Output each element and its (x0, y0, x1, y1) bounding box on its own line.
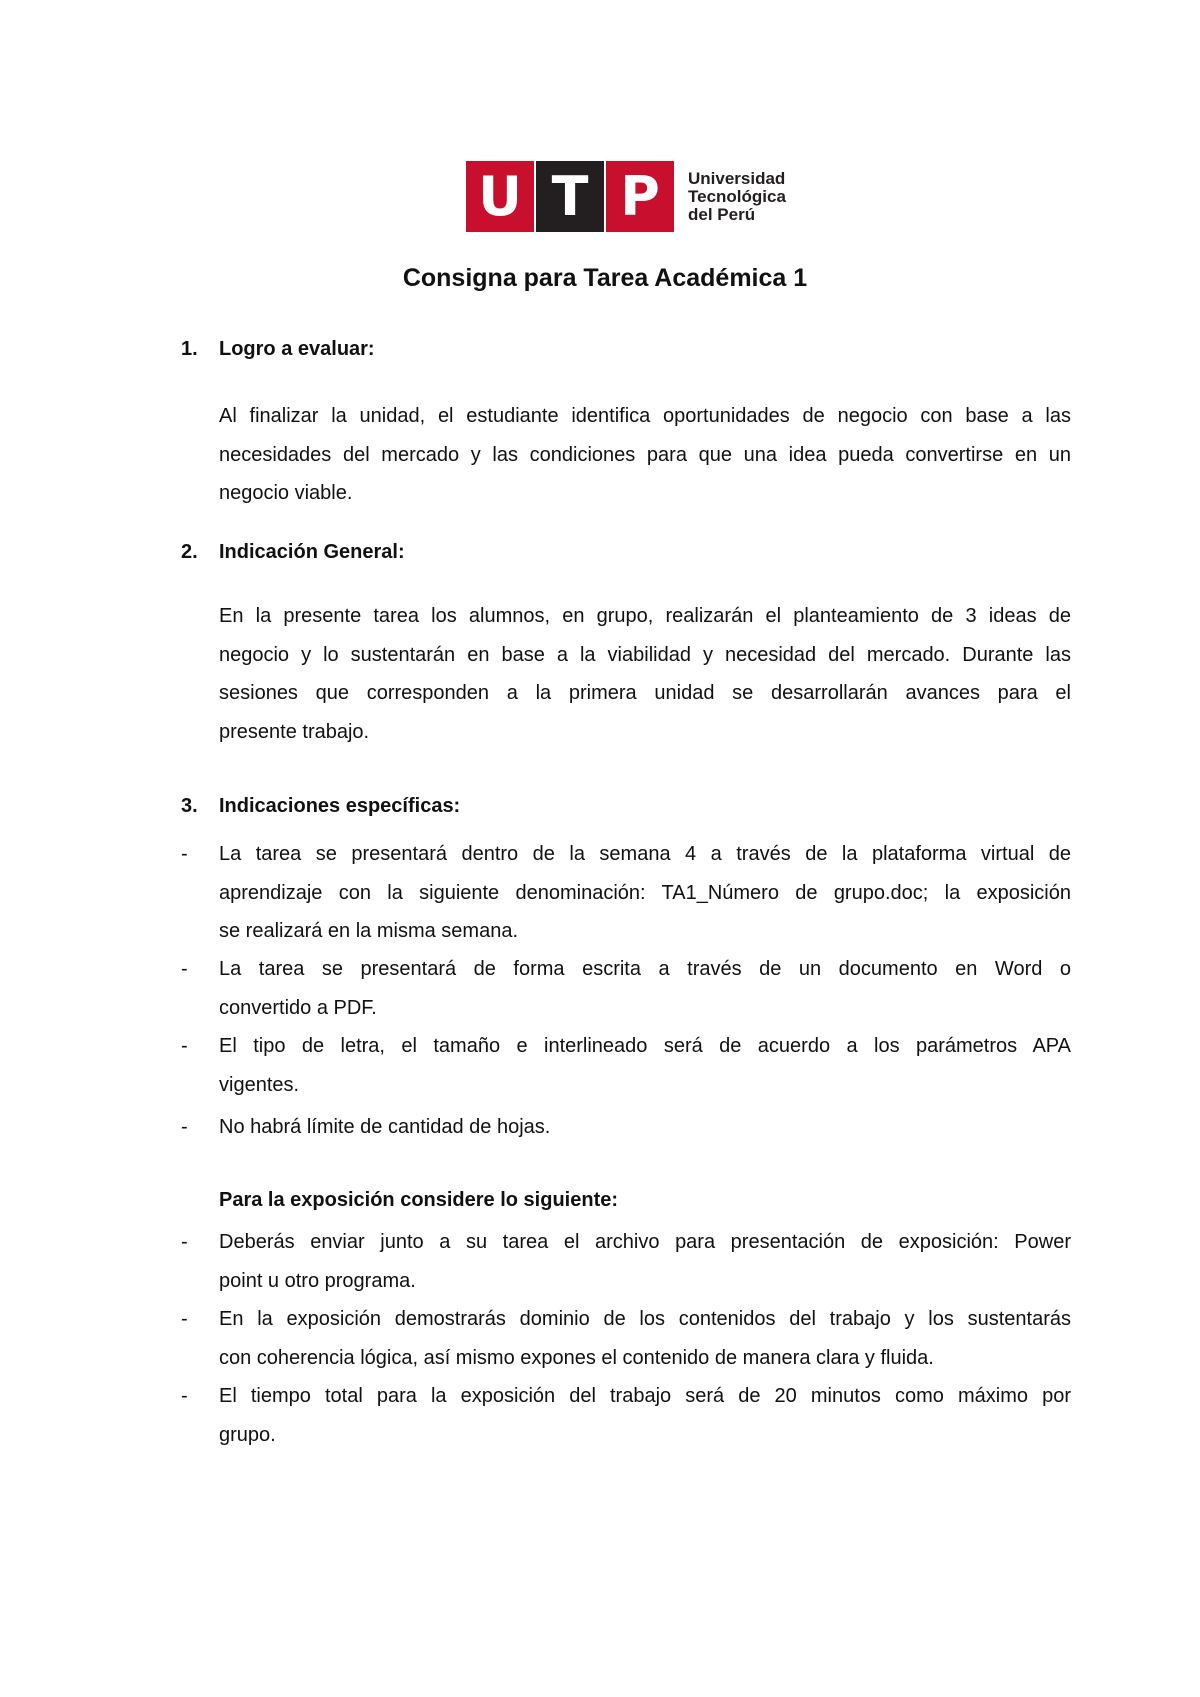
bullet-line: vigentes. (219, 1073, 300, 1096)
logo-letter-t: T (536, 161, 604, 232)
bullet-item (181, 950, 1071, 1027)
bullet-text (219, 950, 1071, 1027)
paragraph-line: Al finalizar la unidad, el estudiante identifica oportunidades de negocio con base a las (219, 405, 1071, 427)
bullet-text (219, 1108, 1071, 1147)
section-title: Indicación General: (219, 541, 405, 563)
paragraph-line: presente trabajo. (219, 720, 370, 743)
bullet-line: La tarea se presentará dentro de la semana 4 a través de la plataforma virtual de (219, 843, 1071, 865)
bullet-dash: - (181, 843, 188, 865)
section-number: 3. (181, 795, 198, 817)
bullet-dash: - (181, 1308, 188, 1330)
bullet-text (219, 1223, 1071, 1300)
bullet-dash: - (181, 1116, 188, 1138)
bullet-item (181, 835, 1071, 951)
bullet-item (181, 1300, 1071, 1377)
section-number: 1. (181, 338, 198, 360)
section-2-paragraph (219, 597, 1071, 751)
bullet-dash: - (181, 1035, 188, 1057)
bullet-dash: - (181, 1385, 188, 1407)
paragraph-line: En la presente tarea los alumnos, en grupo, realizarán el planteamiento de 3 ideas de (219, 605, 1071, 627)
section-number: 2. (181, 541, 198, 563)
logo-letter-u: U (466, 161, 534, 232)
page-title: Consigna para Tarea Académica 1 (402, 264, 808, 292)
bullet-line: aprendizaje con la siguiente denominación: TA1_Número de grupo.doc; la exposición (219, 881, 1071, 904)
paragraph-line: negocio viable. (219, 482, 353, 504)
bullet-line: grupo. (219, 1423, 276, 1446)
bullet-line: La tarea se presentará de forma escrita a través de un documento en Word o (219, 958, 1071, 980)
bullet-line: No habrá límite de cantidad de hojas. (219, 1116, 551, 1138)
section-title: Logro a evaluar: (219, 338, 375, 360)
paragraph-line: negocio y lo sustentarán en base a la viabilidad y necesidad del mercado. Durante las (219, 643, 1071, 666)
logo-university-name (688, 170, 786, 224)
bullet-line: En la exposición demostrarás dominio de los contenidos del trabajo y los sustentarás (219, 1308, 1071, 1330)
section-1-heading (181, 338, 375, 361)
bullet-item (181, 1377, 1071, 1454)
logo-text-line: Universidad (688, 168, 786, 188)
bullet-item (181, 1223, 1071, 1300)
logo-text-line: Tecnológica (688, 186, 786, 206)
paragraph-line: necesidades del mercado y las condiciones para que una idea pueda convertirse en un (219, 443, 1071, 466)
bullet-item (181, 1027, 1071, 1104)
section-1-paragraph (219, 397, 1071, 513)
logo-letter-p: P (606, 161, 674, 232)
section-title: Indicaciones específicas: (219, 795, 461, 817)
bullet-line: El tipo de letra, el tamaño e interlineado será de acuerdo a los parámetros APA (219, 1035, 1071, 1057)
bullet-line: se realizará en la misma semana. (219, 920, 519, 942)
bullet-text (219, 1377, 1071, 1454)
bullet-line: point u otro programa. (219, 1269, 416, 1292)
paragraph-line: sesiones que corresponden a la primera unidad se desarrollarán avances para el (219, 682, 1071, 704)
bullet-dash: - (181, 958, 188, 980)
bullet-item (181, 1108, 1071, 1147)
bullet-line: convertido a PDF. (219, 996, 377, 1019)
bullet-text (219, 835, 1071, 951)
bullet-line: Deberás enviar junto a su tarea el archivo para presentación de exposición: Power (219, 1231, 1071, 1253)
exposition-heading: Para la exposición considere lo siguiente: (219, 1189, 619, 1211)
bullet-dash: - (181, 1231, 188, 1253)
utp-logo (466, 161, 786, 232)
bullet-text (219, 1300, 1071, 1377)
bullet-line: El tiempo total para la exposición del trabajo será de 20 minutos como máximo por (219, 1385, 1071, 1407)
section-3-heading (181, 795, 460, 818)
section-2-heading (181, 541, 405, 564)
logo-text-line: del Perú (688, 204, 756, 224)
bullet-line: con coherencia lógica, así mismo expones el contenido de manera clara y fluida. (219, 1346, 934, 1369)
bullet-text (219, 1027, 1071, 1104)
